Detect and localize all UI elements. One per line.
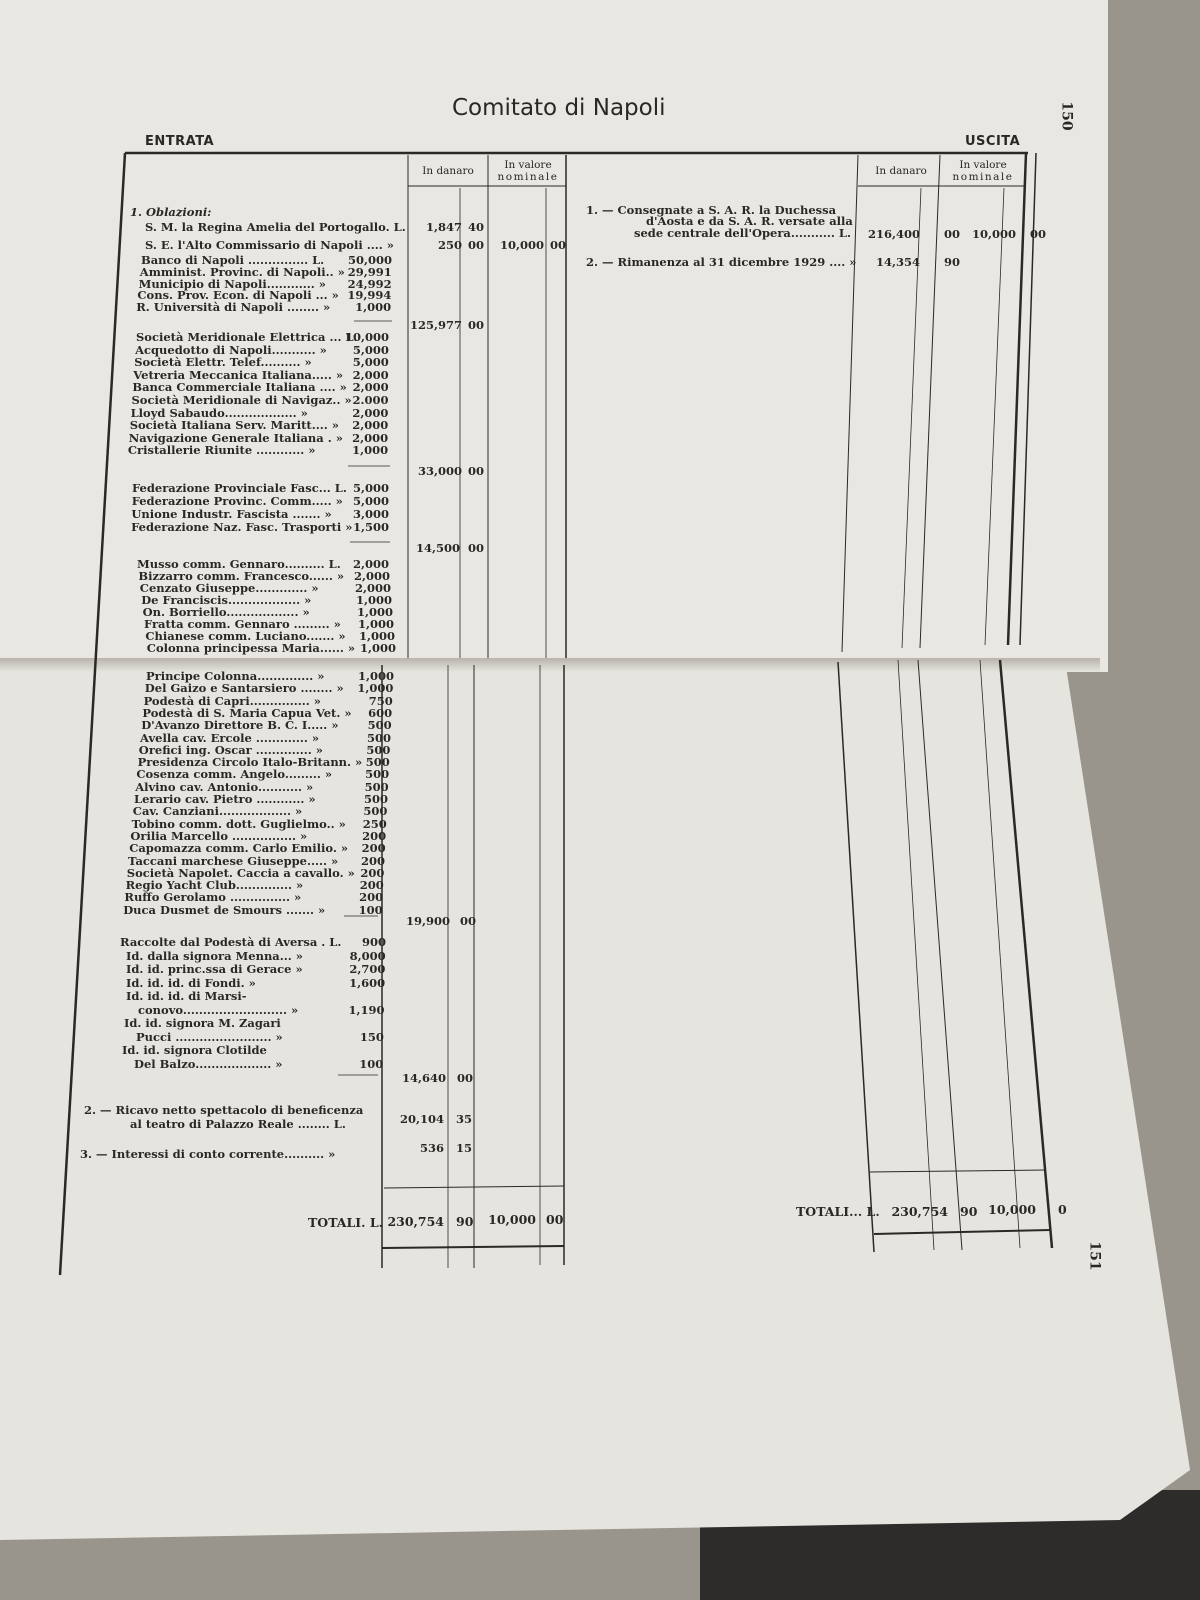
group3-total-cent: 00 — [468, 541, 485, 555]
ledger-entry-amount: 200 — [359, 890, 384, 905]
ledger-entry-label: Orilia Marcello ................ » — [130, 828, 308, 843]
ledger-entry-label: Id. id. signora Clotilde — [122, 1043, 267, 1057]
group4-total: 19,900 — [405, 914, 450, 928]
item2-line2: al teatro di Palazzo Reale ........ L. — [130, 1117, 346, 1131]
item2-lire: 20,104 — [399, 1112, 444, 1126]
ledger-entry-label: Lloyd Sabaudo.................. » — [130, 405, 308, 420]
ledger-entry-label: Podestà di S. Maria Capua Vet. » — [142, 705, 352, 720]
ledger-entry-amount: 1,000 — [357, 681, 394, 696]
ledger-entry-amount: 200 — [362, 828, 387, 843]
alto-commissario-valore-cent: 00 — [550, 238, 567, 252]
entrata-totali-lire: 230,754 — [387, 1214, 444, 1229]
uscita-item2-cent: 90 — [944, 255, 961, 269]
ledger-entry-amount: 200 — [360, 853, 385, 868]
ledger-entry-amount: 1,000 — [356, 605, 393, 619]
page-number-top: 150 — [1058, 101, 1075, 131]
regina-cent: 40 — [468, 220, 485, 234]
ledger-entry-amount: 500 — [367, 718, 392, 733]
ledger-entry-amount: 2,000 — [352, 418, 389, 433]
ledger-entry-label: Del Balzo................... » — [134, 1056, 283, 1071]
ledger-entry-label: Fratta comm. Gennaro ......... » — [144, 617, 341, 631]
ledger-entry-amount: 2,000 — [352, 405, 389, 420]
uscita-totali-valore-cent: 0 — [1058, 1202, 1067, 1217]
ledger-entry-label: Pucci ........................ » — [136, 1029, 283, 1044]
uscita-item1-cent: 00 — [944, 227, 961, 241]
ledger-entry-label: Principe Colonna.............. » — [146, 669, 325, 683]
ledger-entry-amount: 29,991 — [347, 264, 392, 279]
regina-label: S. M. la Regina Amelia del Portogallo. L. — [145, 220, 406, 234]
ledger-entry-amount: 100 — [359, 1056, 384, 1071]
group1-total: 125,977 — [410, 318, 463, 332]
ledger-entry-amount: 10,000 — [344, 330, 389, 344]
uscita-item1-line3: sede centrale dell'Opera........... L. — [634, 226, 851, 240]
ledger-entry-amount: 3,000 — [352, 507, 389, 521]
ledger-entry-amount: 200 — [359, 878, 384, 893]
ledger-entry-label: Navigazione Generale Italiana . » — [128, 430, 343, 445]
ledger-entry-label: Società Napolet. Caccia a cavallo. » — [126, 865, 355, 880]
ledger-entry-label: Società Meridionale Elettrica ... L. — [136, 330, 358, 344]
ledger-entry-label: Cons. Prov. Econ. di Napoli ... » — [137, 288, 339, 303]
ledger-entry-amount: 24,992 — [347, 276, 392, 291]
ledger-entry-amount: 2,000 — [353, 569, 390, 583]
ledger-entry-amount: 1,000 — [357, 617, 394, 631]
ledger-entry-label: Cosenza comm. Angelo......... » — [136, 767, 333, 782]
ledger-entry-label: Società Italiana Serv. Maritt.... » — [129, 418, 339, 433]
ledger-entry-label: Colonna principessa Maria...... » — [146, 641, 356, 655]
ledger-entry-amount: 2,000 — [352, 367, 389, 382]
ledger-entry-label: Avella cav. Ercole ............. » — [140, 730, 320, 745]
ledger-entry-label: Vetreria Meccanica Italiana..... » — [133, 367, 344, 382]
ledger-entry-label: Società Elettr. Telef.......... » — [134, 355, 312, 370]
ledger-entry-label: Presidenza Circolo Italo-Britann. » — [137, 755, 363, 770]
ledger-entry-label: Lerario cav. Pietro ............ » — [134, 792, 316, 806]
ledger-entry-amount: 500 — [363, 792, 388, 806]
ledger-entry-label: Id. dalla signora Menna... » — [126, 948, 303, 963]
col-header-in-danaro-right: In danaro — [875, 165, 927, 177]
ledger-entry-amount: 750 — [368, 693, 393, 708]
ledger-entry-label: Cav. Canziani.................. » — [132, 804, 303, 819]
ledger-entry-label: Del Gaizo e Santarsiero ........ » — [144, 681, 344, 696]
ledger-entry-amount: 1,600 — [349, 975, 386, 990]
group1-total-cent: 00 — [468, 318, 485, 332]
group4-total-cent: 00 — [460, 914, 477, 928]
ledger-entry-amount: 1,190 — [348, 1002, 385, 1017]
group3-total: 14,500 — [415, 541, 460, 555]
ledger-entry-label: Orefici ing. Oscar .............. » — [138, 742, 323, 757]
ledger-entry-amount: 1,000 — [359, 641, 396, 655]
entrata-heading: ENTRATA — [145, 134, 215, 149]
ledger-entry-label: De Franciscis.................. » — [141, 593, 312, 607]
item2-cent: 35 — [456, 1112, 473, 1126]
ledger-entry-label: Id. id. id. di Marsi- — [126, 989, 247, 1003]
ledger-entry-amount: 8,000 — [349, 948, 386, 963]
ledger-entry-amount: 1,500 — [352, 520, 389, 534]
ledger-entry-amount: 2.000 — [352, 393, 389, 407]
ledger-entry-amount: 500 — [364, 779, 389, 794]
uscita-item1-lire: 216,400 — [867, 227, 920, 241]
uscita-heading: USCITA — [965, 134, 1021, 149]
ledger-entry-amount: 2,000 — [352, 430, 389, 445]
col-header-in-valore-left: In valore — [504, 159, 552, 171]
ledger-entry-amount: 1,000 — [355, 300, 392, 315]
uscita-item1-line2: d'Aosta e da S. A. R. versate alla — [646, 214, 853, 228]
item3-label: 3. — Interessi di conto corrente.......... » — [80, 1147, 336, 1161]
ledger-entry-amount: 250 — [362, 816, 387, 831]
ledger-entry-label: conovo.......................... » — [138, 1002, 299, 1017]
ledger-entry-label: Bizzarro comm. Francesco...... » — [138, 569, 345, 583]
col-header-nominale-left: nominale — [497, 171, 559, 183]
ledger-entry-label: On. Borriello.................. » — [142, 605, 310, 619]
ledger-entry-amount: 500 — [365, 767, 390, 782]
ledger-entry-label: Id. id. id. di Fondi. » — [126, 975, 256, 990]
ledger-entry-label: R. Università di Napoli ........ » — [136, 300, 331, 315]
alto-commissario-lire: 250 — [437, 238, 462, 252]
ledger-entry-label: Taccani marchese Giuseppe..... » — [128, 853, 339, 868]
uscita-item2-label: 2. — Rimanenza al 31 dicembre 1929 .... » — [586, 255, 857, 269]
uscita-totali-label: TOTALI... L. — [796, 1204, 880, 1219]
ledger-entry-amount: 5,000 — [352, 355, 389, 370]
ledger-entry-label: Capomazza comm. Carlo Emilio. » — [129, 841, 349, 856]
uscita-totali-valore: 10,000 — [988, 1202, 1036, 1217]
ledger-entry-label: Id. id. princ.ssa di Gerace » — [126, 962, 303, 976]
ledger-entry-label: Raccolte dal Podestà di Aversa . L. — [120, 935, 342, 949]
ledger-entry-amount: 200 — [360, 865, 385, 880]
item3-cent: 15 — [456, 1141, 473, 1155]
ledger-entry-label: Banco di Napoli ............... L. — [141, 253, 325, 267]
ledger-entry-amount: 500 — [366, 730, 391, 745]
ledger-entry-label: Amminist. Provinc. di Napoli.. » — [139, 264, 345, 279]
group5-total: 14,640 — [401, 1071, 446, 1085]
ledger-entry-amount: 19,994 — [347, 288, 392, 303]
entrata-totali-valore: 10,000 — [488, 1212, 536, 1227]
entrata-totali-cent: 90 — [456, 1214, 474, 1229]
ledger-entry-label: Id. id. signora M. Zagari — [124, 1016, 281, 1030]
ledger-entry-label: D'Avanzo Direttore B. C. I..... » — [141, 718, 339, 733]
uscita-totali-cent: 90 — [960, 1204, 978, 1219]
ledger-entry-label: Cenzato Giuseppe............. » — [139, 581, 319, 595]
ledger-entry-label: Alvino cav. Antonio........... » — [135, 779, 314, 794]
ledger-entry-amount: 5,000 — [352, 481, 389, 495]
ledger-entry-amount: 2,700 — [349, 962, 386, 976]
ledger-entry-amount: 1,000 — [357, 669, 394, 683]
ledger-entry-amount: 5,000 — [352, 342, 389, 357]
ledger-entry-label: Chianese comm. Luciano....... » — [145, 629, 346, 643]
ledger-entry-amount: 500 — [365, 755, 390, 770]
item3-lire: 536 — [419, 1141, 444, 1155]
ledger-entry-label: Federazione Provinc. Comm..... » — [131, 494, 343, 508]
ledger-entry-label: Tobino comm. dott. Guglielmo.. » — [131, 816, 346, 831]
uscita-item2-lire: 14,354 — [875, 255, 920, 269]
ledger-entry-amount: 100 — [358, 902, 383, 917]
col-header-in-valore-right: In valore — [959, 159, 1007, 171]
ledger-entry-label: Municipio di Napoli............ » — [138, 276, 326, 291]
page-number-bottom: 151 — [1086, 1241, 1103, 1271]
ledger-entry-amount: 1,000 — [352, 443, 389, 458]
alto-commissario-valore: 10,000 — [499, 238, 544, 252]
ledger-entry-label: Regio Yacht Club.............. » — [125, 878, 304, 893]
uscita-totali-lire: 230,754 — [891, 1204, 948, 1219]
alto-commissario-label: S. E. l'Alto Commissario di Napoli .... » — [145, 238, 394, 252]
ledger-entry-amount: 600 — [368, 705, 393, 720]
ledger-entry-label: Società Meridionale di Navigaz.. » — [131, 393, 352, 407]
ledger-entry-amount: 1,000 — [358, 629, 395, 643]
ledger-entry-amount: 150 — [359, 1029, 384, 1044]
col-header-nominale-right: nominale — [952, 171, 1014, 183]
group2-total: 33,000 — [417, 464, 462, 478]
uscita-item1-valore: 10,000 — [971, 227, 1016, 241]
ledger-entry-amount: 50,000 — [347, 253, 392, 267]
item2-line1: 2. — Ricavo netto spettacolo di beneficenza — [84, 1103, 364, 1117]
ledger-entry-amount: 5,000 — [352, 494, 389, 508]
ledger-entry-label: Cristallerie Riunite ............ » — [127, 443, 316, 458]
group2-total-cent: 00 — [468, 464, 485, 478]
uscita-item1-line1: 1. — Consegnate a S. A. R. la Duchessa — [586, 203, 837, 217]
ledger-entry-amount: 500 — [366, 742, 391, 757]
ledger-entry-label: Acquedotto di Napoli........... » — [135, 342, 327, 357]
ledger-entry-label: Musso comm. Gennaro.......... L. — [137, 557, 341, 571]
ledger-entry-amount: 2,000 — [352, 380, 389, 395]
ledger-entry-amount: 900 — [361, 935, 386, 949]
regina-lire: 1,847 — [425, 220, 462, 234]
ledger-entry-amount: 2,000 — [354, 581, 391, 595]
ledger-entry-label: Ruffo Gerolamo ............... » — [124, 890, 302, 905]
section-oblazioni: 1. Oblazioni: — [130, 205, 212, 219]
ledger-entry-amount: 200 — [361, 841, 386, 856]
ledger-entry-label: Banca Commerciale Italiana .... » — [132, 380, 347, 395]
alto-commissario-cent: 00 — [468, 238, 485, 252]
page-title: Comitato di Napoli — [452, 95, 666, 121]
ledger-entry-label: Unione Industr. Fascista ....... » — [131, 507, 332, 521]
entrata-totali-valore-cent: 00 — [546, 1212, 564, 1227]
ledger-entry-label: Federazione Naz. Fasc. Trasporti » — [131, 520, 353, 534]
entrata-totali-label: TOTALI. L. — [308, 1215, 383, 1230]
ledger-entry-label: Federazione Provinciale Fasc... L. — [132, 481, 347, 495]
ledger-entry-amount: 2,000 — [352, 557, 389, 571]
ledger-entry-label: Duca Dusmet de Smours ....... » — [123, 902, 326, 917]
ledger-entry-label: Podestà di Capri............... » — [143, 693, 321, 708]
col-header-in-danaro-left: In danaro — [422, 165, 474, 177]
uscita-item1-valore-cent: 00 — [1030, 227, 1047, 241]
group5-total-cent: 00 — [457, 1071, 474, 1085]
ledger-entry-amount: 500 — [363, 804, 388, 819]
ledger-entry-amount: 1,000 — [355, 593, 392, 607]
